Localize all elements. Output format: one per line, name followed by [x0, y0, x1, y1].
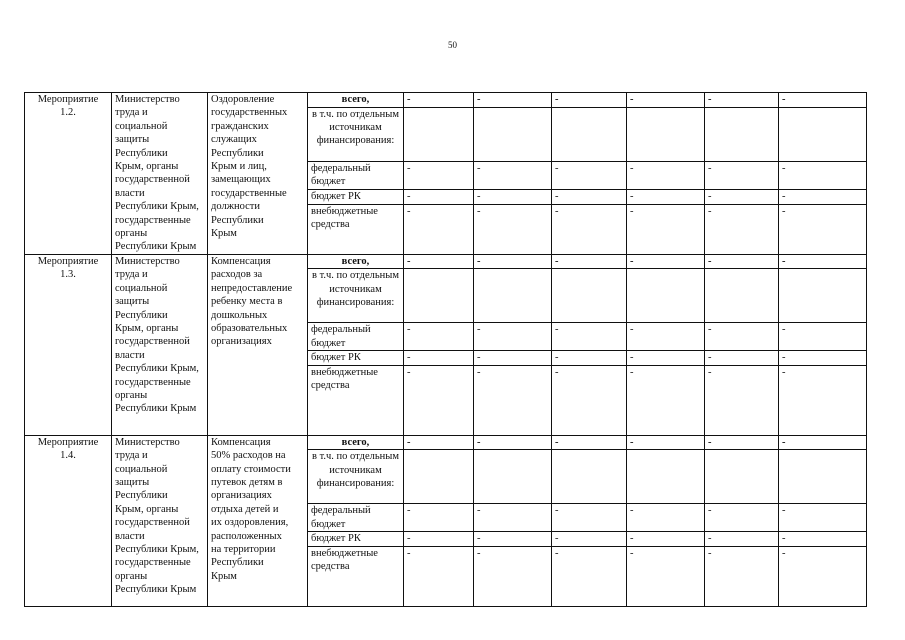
value-cell: -	[627, 365, 705, 435]
event-name-cell: Компенсация 50% расходов на оплату стоимости путевок детям в организациях отдыха детей и их оздоровления, расположенных на территории Республики Крым	[208, 435, 308, 606]
value-cell: -	[627, 532, 705, 546]
value-cell	[627, 107, 705, 161]
value-cell: -	[552, 161, 627, 189]
funding-source-cell: внебюджетные средства	[308, 365, 404, 435]
value-cell: -	[474, 93, 552, 108]
value-cell: -	[404, 351, 474, 365]
value-cell	[474, 107, 552, 161]
value-cell: -	[552, 93, 627, 108]
value-cell	[705, 269, 779, 323]
value-cell: -	[552, 254, 627, 268]
event-name-cell: Оздоровление государственных гражданских служащих Республики Крым и лиц, замещающих государственные должности Республики Крым	[208, 93, 308, 255]
value-cell: -	[779, 435, 867, 449]
value-cell: -	[552, 435, 627, 449]
funding-source-cell: всего,	[308, 254, 404, 268]
value-cell: -	[404, 532, 474, 546]
value-cell: -	[627, 504, 705, 532]
page-number: 50	[448, 40, 457, 50]
value-cell: -	[552, 504, 627, 532]
funding-source-cell: федеральный бюджет	[308, 323, 404, 351]
value-cell: -	[705, 365, 779, 435]
value-cell: -	[404, 323, 474, 351]
funding-source-cell: федеральный бюджет	[308, 161, 404, 189]
value-cell: -	[627, 93, 705, 108]
value-cell	[627, 450, 705, 504]
funding-source-cell: в т.ч. по отдельным источникам финансирования:	[308, 107, 404, 161]
value-cell: -	[474, 323, 552, 351]
value-cell: -	[474, 190, 552, 205]
value-cell: -	[404, 190, 474, 205]
funding-source-cell: бюджет РК	[308, 351, 404, 365]
value-cell	[404, 450, 474, 504]
value-cell	[779, 450, 867, 504]
value-cell: -	[552, 204, 627, 254]
value-cell: -	[627, 254, 705, 268]
value-cell: -	[705, 161, 779, 189]
value-cell: -	[779, 365, 867, 435]
value-cell: -	[705, 204, 779, 254]
value-cell	[404, 269, 474, 323]
value-cell: -	[779, 190, 867, 205]
funding-source-cell: всего,	[308, 435, 404, 449]
funding-source-cell: внебюджетные средства	[308, 204, 404, 254]
funding-source-cell: бюджет РК	[308, 532, 404, 546]
budget-table	[24, 92, 867, 607]
value-cell: -	[779, 504, 867, 532]
value-cell: -	[705, 93, 779, 108]
value-cell: -	[552, 532, 627, 546]
value-cell: -	[474, 532, 552, 546]
value-cell	[552, 107, 627, 161]
value-cell	[779, 269, 867, 323]
value-cell: -	[627, 161, 705, 189]
value-cell: -	[779, 323, 867, 351]
event-number-cell: Мероприятие 1.4.	[25, 435, 112, 606]
value-cell: -	[779, 93, 867, 108]
funding-source-cell: в т.ч. по отдельным источникам финансирования:	[308, 269, 404, 323]
value-cell: -	[404, 504, 474, 532]
event-number-cell: Мероприятие 1.2.	[25, 93, 112, 255]
value-cell: -	[779, 532, 867, 546]
value-cell: -	[705, 323, 779, 351]
value-cell: -	[474, 204, 552, 254]
value-cell: -	[552, 190, 627, 205]
value-cell: -	[779, 351, 867, 365]
value-cell: -	[474, 365, 552, 435]
value-cell: -	[474, 254, 552, 268]
event-name-cell: Компенсация расходов за непредоставление ребенку места в дошкольных образовательных организациях	[208, 254, 308, 435]
executor-cell: Министерство труда и социальной защиты Республики Крым, органы государственной власти Республики Крым, государственные органы Республики Крым	[112, 254, 208, 435]
funding-source-cell: в т.ч. по отдельным источникам финансирования:	[308, 450, 404, 504]
value-cell: -	[474, 351, 552, 365]
value-cell: -	[705, 351, 779, 365]
table-row	[25, 254, 867, 268]
value-cell: -	[404, 204, 474, 254]
executor-cell: Министерство труда и социальной защиты Республики Крым, органы государственной власти Республики Крым, государственные органы Республики Крым	[112, 435, 208, 606]
table-row	[25, 93, 867, 108]
value-cell: -	[705, 546, 779, 606]
value-cell: -	[705, 532, 779, 546]
value-cell: -	[627, 351, 705, 365]
value-cell: -	[779, 161, 867, 189]
funding-source-cell: федеральный бюджет	[308, 504, 404, 532]
value-cell: -	[404, 435, 474, 449]
value-cell: -	[779, 204, 867, 254]
value-cell	[552, 450, 627, 504]
value-cell: -	[474, 504, 552, 532]
funding-source-cell: внебюджетные средства	[308, 546, 404, 606]
value-cell: -	[552, 323, 627, 351]
value-cell: -	[705, 435, 779, 449]
value-cell	[474, 450, 552, 504]
value-cell: -	[779, 254, 867, 268]
value-cell: -	[779, 546, 867, 606]
value-cell	[627, 269, 705, 323]
value-cell: -	[474, 161, 552, 189]
value-cell: -	[404, 365, 474, 435]
event-number-cell: Мероприятие 1.3.	[25, 254, 112, 435]
value-cell: -	[705, 254, 779, 268]
funding-source-cell: бюджет РК	[308, 190, 404, 205]
value-cell: -	[552, 365, 627, 435]
value-cell: -	[627, 435, 705, 449]
value-cell	[474, 269, 552, 323]
value-cell: -	[552, 351, 627, 365]
value-cell: -	[404, 546, 474, 606]
value-cell: -	[404, 93, 474, 108]
value-cell	[705, 107, 779, 161]
value-cell: -	[627, 190, 705, 205]
value-cell: -	[627, 323, 705, 351]
value-cell	[552, 269, 627, 323]
value-cell: -	[705, 504, 779, 532]
value-cell: -	[404, 254, 474, 268]
table-row	[25, 435, 867, 449]
value-cell: -	[474, 435, 552, 449]
value-cell	[779, 107, 867, 161]
value-cell	[404, 107, 474, 161]
value-cell: -	[474, 546, 552, 606]
value-cell: -	[627, 204, 705, 254]
value-cell: -	[627, 546, 705, 606]
value-cell: -	[705, 190, 779, 205]
executor-cell: Министерство труда и социальной защиты Республики Крым, органы государственной власти Республики Крым, государственные органы Республики Крым	[112, 93, 208, 255]
value-cell: -	[552, 546, 627, 606]
value-cell: -	[404, 161, 474, 189]
value-cell	[705, 450, 779, 504]
funding-source-cell: всего,	[308, 93, 404, 108]
